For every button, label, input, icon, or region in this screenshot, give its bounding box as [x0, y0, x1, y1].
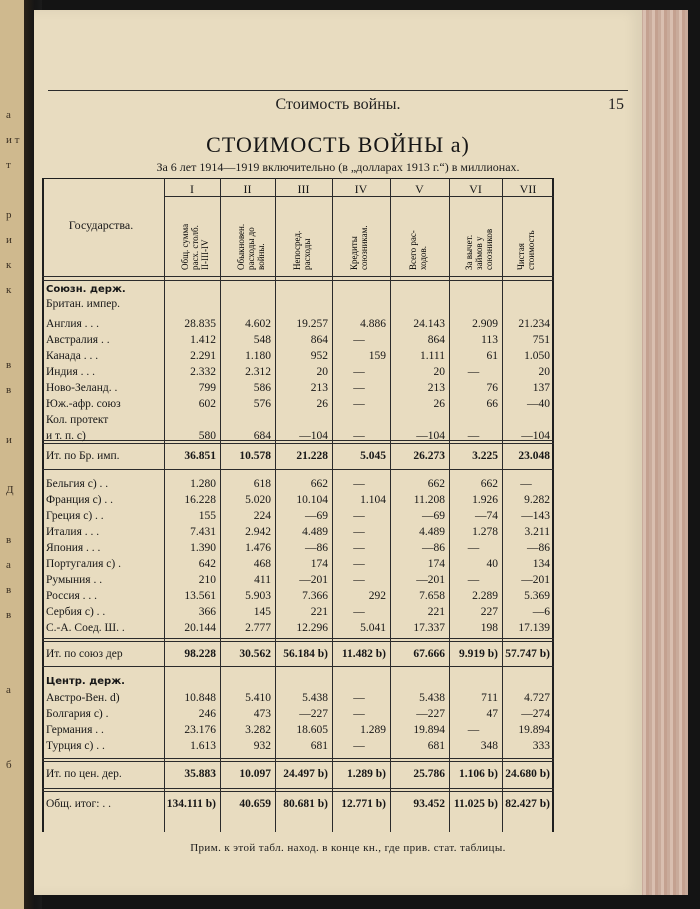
table-cell: 5.410 — [245, 692, 271, 704]
table-cell: 61 — [486, 350, 498, 362]
table-cell: 26.273 — [413, 450, 445, 462]
table-cell: —69 — [422, 510, 445, 522]
left-page-fragment: а — [6, 109, 11, 121]
column-number: I — [190, 182, 194, 196]
left-page-fragment: а — [6, 559, 11, 571]
row-rule — [42, 280, 554, 281]
left-page-fragment: Д — [6, 484, 14, 496]
table-cell: 20 — [316, 366, 328, 378]
column-heading — [292, 198, 312, 270]
column-number: V — [415, 182, 424, 196]
table-cell: 4.727 — [524, 692, 550, 704]
country-label: и т. п. с) — [46, 430, 86, 442]
table-cell: 2.289 — [472, 590, 498, 602]
table-cell: 1.476 — [245, 542, 271, 554]
row-rule — [42, 443, 554, 444]
left-page-fragment: и — [6, 434, 12, 446]
table-cell: 210 — [198, 574, 216, 586]
table-cell: 20 — [538, 366, 550, 378]
left-page-fragment: в — [6, 359, 12, 371]
table-cell: 159 — [368, 350, 386, 362]
table-cell: 473 — [253, 708, 271, 720]
table-cell: 5.041 — [360, 622, 386, 634]
table-cell: 1.280 — [190, 478, 216, 490]
table-cell: 137 — [532, 382, 550, 394]
table-cell: — — [467, 430, 480, 442]
row-rule — [42, 641, 554, 642]
table-cell: —227 — [299, 708, 328, 720]
column-heading — [516, 198, 536, 270]
row-rule — [42, 761, 554, 762]
column-number: VI — [469, 182, 482, 196]
row-rule — [42, 788, 554, 789]
country-label: Португалия с) . — [46, 558, 121, 570]
table-cell: — — [353, 708, 365, 720]
group-heading: Центр. держ. — [46, 676, 125, 687]
table-cell: 5.438 — [302, 692, 328, 704]
table-cell: — — [353, 542, 365, 554]
table-cell: 67.666 — [413, 648, 445, 660]
table-cell: 952 — [310, 350, 328, 362]
country-label: Греция с) . . — [46, 510, 104, 522]
column-heading — [408, 198, 428, 270]
table-cell: 246 — [198, 708, 216, 720]
table-cell: 21.228 — [296, 450, 328, 462]
table-cell: 2.291 — [190, 350, 216, 362]
table-cell: — — [353, 478, 365, 490]
table-cell: 174 — [310, 558, 328, 570]
table-cell: 618 — [253, 478, 271, 490]
table-cell: 799 — [198, 382, 216, 394]
table-cell: 2.942 — [245, 526, 271, 538]
table-cell: 40 — [486, 558, 498, 570]
row-rule — [42, 666, 554, 667]
table-cell: 2.312 — [245, 366, 271, 378]
table-cell: 1.926 — [472, 494, 498, 506]
table-cell: —201 — [299, 574, 328, 586]
table-cell: 20 — [433, 366, 445, 378]
table-cell: 1.180 — [245, 350, 271, 362]
table-cell: 1.390 — [190, 542, 216, 554]
table-cell: 57.747 b) — [505, 648, 550, 660]
left-page-fragment: в — [6, 584, 12, 596]
table-cell: 2.777 — [245, 622, 271, 634]
table-cell: — — [353, 382, 365, 394]
table-cell: 26 — [433, 398, 445, 410]
table-cell: 221 — [427, 606, 445, 618]
table-cell: —143 — [521, 510, 550, 522]
table-cell: 662 — [310, 478, 328, 490]
footnote: Прим. к этой табл. наход. в конце кн., где прив. стат. таблицы. — [190, 842, 506, 854]
country-label: Канада . . . — [46, 350, 99, 362]
table-cell: —274 — [521, 708, 550, 720]
table-cell: 3.225 — [472, 450, 498, 462]
left-page-fragment: в — [6, 609, 12, 621]
table-cell: 12.296 — [296, 622, 328, 634]
table-cell: 17.337 — [413, 622, 445, 634]
table-cell: 7.366 — [302, 590, 328, 602]
table-cell: 468 — [253, 558, 271, 570]
country-label: Япония . . . — [46, 542, 101, 554]
table-cell: — — [353, 692, 365, 704]
table-cell: 7.431 — [190, 526, 216, 538]
table-cell: 20.144 — [184, 622, 216, 634]
table-cell: 227 — [480, 606, 498, 618]
table-cell: 19.257 — [296, 318, 328, 330]
country-label: Юж.-афр. союз — [46, 398, 121, 410]
left-page-fragment: и — [6, 234, 12, 246]
table-cell: 1.289 b) — [347, 768, 386, 780]
table-cell: 711 — [481, 692, 498, 704]
table-cell: 174 — [427, 558, 445, 570]
table-cell: 4.602 — [245, 318, 271, 330]
table-cell: — — [353, 740, 365, 752]
table-cell: 2.332 — [190, 366, 216, 378]
table-cell: 10.578 — [239, 450, 271, 462]
total-row-label: Ит. по цен. дер. — [46, 768, 122, 780]
table-cell: —86 — [305, 542, 328, 554]
left-page-fragment: и т — [6, 134, 20, 146]
table-cell: 1.289 — [360, 724, 386, 736]
table-cell: 2.909 — [472, 318, 498, 330]
table-cell: 1.412 — [190, 334, 216, 346]
table-cell: 10.104 — [296, 494, 328, 506]
left-page-fragment: р — [6, 209, 12, 221]
column-number: IV — [354, 182, 368, 196]
table-cell: 411 — [254, 574, 271, 586]
table-cell: 26 — [316, 398, 328, 410]
table-cell: 93.452 — [413, 798, 445, 810]
table-cell: 221 — [310, 606, 328, 618]
table-cell: —74 — [475, 510, 498, 522]
table-cell: 9.282 — [524, 494, 550, 506]
total-row-label: Общ. итог: . . — [46, 798, 111, 810]
table-cell: —201 — [416, 574, 445, 586]
table-cell: 1.104 — [360, 494, 386, 506]
table-cell: 751 — [532, 334, 550, 346]
left-page-fragment: в — [6, 534, 12, 546]
table-cell: 98.228 — [184, 648, 216, 660]
running-title: Стоимость войны. — [275, 96, 401, 113]
table-cell: — — [353, 510, 365, 522]
table-cell: 145 — [253, 606, 271, 618]
left-page-fragment: т — [6, 159, 11, 171]
table-cell: 9.919 b) — [459, 648, 498, 660]
table-cell: 80.681 b) — [283, 798, 328, 810]
table-cell: — — [353, 574, 365, 586]
table-cell: 684 — [253, 430, 271, 442]
country-label: Германия . . — [46, 724, 104, 736]
column-heading — [180, 198, 210, 270]
table-cell: 7.658 — [419, 590, 445, 602]
table-cell: 4.886 — [360, 318, 386, 330]
country-label: Россия . . . — [46, 590, 98, 602]
table-cell: 1.106 b) — [459, 768, 498, 780]
table-cell: 1.050 — [524, 350, 550, 362]
table-cell: 5.020 — [245, 494, 271, 506]
table-cell: 864 — [427, 334, 445, 346]
table-cell: — — [520, 478, 532, 490]
country-label: Турция с) . . — [46, 740, 105, 752]
table-cell: 24.497 b) — [283, 768, 328, 780]
table-cell: — — [467, 542, 480, 554]
table-cell: 19.894 — [413, 724, 445, 736]
country-label: Индия . . . — [46, 366, 96, 378]
table-cell: 5.369 — [524, 590, 550, 602]
country-label: Британ. импер. — [46, 298, 120, 310]
column-heading-text: За вычет. займов у союзников — [463, 228, 494, 270]
row-rule — [42, 276, 554, 277]
table-cell: 23.176 — [184, 724, 216, 736]
table-cell: 213 — [427, 382, 445, 394]
column-heading — [349, 198, 369, 270]
table-cell: —201 — [521, 574, 550, 586]
table-cell: — — [467, 366, 480, 378]
table-cell: 40.659 — [239, 798, 271, 810]
country-label: Франция с) . . — [46, 494, 114, 506]
column-heading-text: Чистая стоимость — [516, 230, 536, 270]
row-rule — [42, 758, 554, 759]
table-cell: 548 — [253, 334, 271, 346]
table-cell: 5.903 — [245, 590, 271, 602]
table-cell: 681 — [310, 740, 328, 752]
table-cell: — — [467, 724, 480, 736]
running-head — [48, 90, 628, 119]
table-cell: 134 — [532, 558, 550, 570]
column-heading-text: Кредиты союзникам. — [349, 225, 369, 270]
column-number: VII — [519, 182, 537, 196]
table-cell: 642 — [198, 558, 216, 570]
table-cell: 333 — [532, 740, 550, 752]
table-cell: 17.139 — [518, 622, 550, 634]
table-cell: 25.786 — [413, 768, 445, 780]
table-cell: 198 — [480, 622, 498, 634]
left-page-fragment: к — [6, 284, 12, 296]
table-cell: 213 — [310, 382, 328, 394]
table-cell: —6 — [532, 606, 550, 618]
table-cell: 35.883 — [184, 768, 216, 780]
table-cell: 11.025 b) — [453, 798, 498, 810]
table-cell: — — [353, 606, 365, 618]
page-number: 15 — [608, 96, 624, 113]
table-cell: 864 — [310, 334, 328, 346]
table-cell: —104 — [299, 430, 328, 442]
table-cell: 5.045 — [360, 450, 386, 462]
cost-of-war-table — [42, 178, 554, 832]
table-cell: 36.851 — [184, 450, 216, 462]
column-heading — [235, 198, 266, 270]
table-cell: 932 — [253, 740, 271, 752]
left-page-fragment: к — [6, 259, 12, 271]
table-cell: —104 — [521, 430, 550, 442]
table-cell: 23.048 — [518, 450, 550, 462]
table-cell: 82.427 b) — [505, 798, 550, 810]
country-label: Сербия с) . . — [46, 606, 106, 618]
table-cell: —86 — [422, 542, 445, 554]
table-cell: —104 — [416, 430, 445, 442]
table-cell: 5.438 — [419, 692, 445, 704]
total-row-label: Ит. по союз дер — [46, 648, 123, 660]
country-label: Бельгия с) . . — [46, 478, 109, 490]
column-number: II — [243, 182, 252, 196]
left-page-fragment: а — [6, 684, 11, 696]
table-cell: 576 — [253, 398, 271, 410]
table-cell: 681 — [427, 740, 445, 752]
row-rule — [42, 469, 554, 470]
table-title: СТОИМОСТЬ ВОЙНЫ а) — [206, 132, 470, 157]
table-cell: 19.894 — [518, 724, 550, 736]
table-cell: 11.482 b) — [341, 648, 386, 660]
table-cell: 348 — [480, 740, 498, 752]
table-cell: 66 — [486, 398, 498, 410]
table-cell: 10.848 — [184, 692, 216, 704]
table-cell: 1.111 — [419, 350, 445, 362]
page-edges — [640, 10, 688, 895]
column-heading — [463, 198, 494, 270]
country-label: С.-А. Соед. Ш. . — [46, 622, 125, 634]
table-cell: 580 — [198, 430, 216, 442]
table-cell: 10.097 — [239, 768, 271, 780]
table-cell: — — [467, 574, 480, 586]
table-cell: 56.184 b) — [283, 648, 328, 660]
column-heading-text: Обыкновен. расходы до войны. — [235, 223, 266, 270]
book-page — [34, 10, 642, 895]
table-cell: —69 — [305, 510, 328, 522]
table-cell: 134.111 b) — [166, 798, 216, 810]
column-heading-text: Непосред. расходы — [291, 230, 312, 270]
table-cell: 47 — [486, 708, 498, 720]
table-cell: 602 — [198, 398, 216, 410]
table-cell: 30.562 — [239, 648, 271, 660]
states-column-header: Государства. — [68, 218, 134, 232]
country-label: Болгария с) . — [46, 708, 109, 720]
table-cell: 224 — [253, 510, 271, 522]
country-label: Ново-Зеланд. . — [46, 382, 118, 394]
table-cell: 11.208 — [413, 494, 445, 506]
country-label: Англия . . . — [46, 318, 100, 330]
table-cell: 3.211 — [524, 526, 550, 538]
column-heading-text: Всего рас- ходов. — [407, 230, 428, 270]
table-cell: 24.143 — [413, 318, 445, 330]
table-cell: —227 — [416, 708, 445, 720]
table-cell: 155 — [198, 510, 216, 522]
table-cell: 28.835 — [184, 318, 216, 330]
row-rule — [42, 791, 554, 792]
table-cell: 113 — [481, 334, 498, 346]
country-label: Австралия . . — [46, 334, 110, 346]
table-subtitle: За 6 лет 1914—1919 включительно (в „долларах 1913 г.“) в миллионах. — [156, 160, 520, 174]
table-cell: 1.278 — [472, 526, 498, 538]
table-cell: — — [353, 430, 365, 442]
table-cell: 3.282 — [245, 724, 271, 736]
table-cell: 586 — [253, 382, 271, 394]
left-page-fragment: б — [6, 759, 12, 771]
table-cell: 366 — [198, 606, 216, 618]
table-cell: 18.605 — [296, 724, 328, 736]
table-cell: — — [353, 366, 365, 378]
table-cell: —86 — [527, 542, 550, 554]
table-cell: 662 — [480, 478, 498, 490]
country-label: Австро-Вен. d) — [46, 692, 120, 704]
table-cell: 16.228 — [184, 494, 216, 506]
row-rule — [42, 638, 554, 639]
table-cell: 1.613 — [190, 740, 216, 752]
table-cell: — — [353, 334, 365, 346]
table-cell: — — [353, 398, 365, 410]
country-label: Италия . . . — [46, 526, 100, 538]
table-cell: — — [353, 526, 365, 538]
table-cell: 76 — [486, 382, 498, 394]
group-heading: Союзн. держ. — [46, 284, 126, 295]
table-cell: 21.234 — [518, 318, 550, 330]
table-cell: — — [353, 558, 365, 570]
table-cell: 4.489 — [419, 526, 445, 538]
column-heading-text: Общ. сумма расх. столб. II-III-IV — [180, 223, 210, 270]
left-page-fragment: в — [6, 384, 12, 396]
total-row-label: Ит. по Бр. имп. — [46, 450, 120, 462]
table-cell: —40 — [527, 398, 550, 410]
country-label: Кол. протект — [46, 414, 109, 426]
column-number: III — [297, 182, 310, 196]
table-cell: 12.771 b) — [341, 798, 386, 810]
table-cell: 662 — [427, 478, 445, 490]
table-cell: 24.680 b) — [505, 768, 550, 780]
table-cell: 292 — [368, 590, 386, 602]
table-cell: 4.489 — [302, 526, 328, 538]
country-label: Румыния . . — [46, 574, 103, 586]
table-cell: 13.561 — [184, 590, 216, 602]
